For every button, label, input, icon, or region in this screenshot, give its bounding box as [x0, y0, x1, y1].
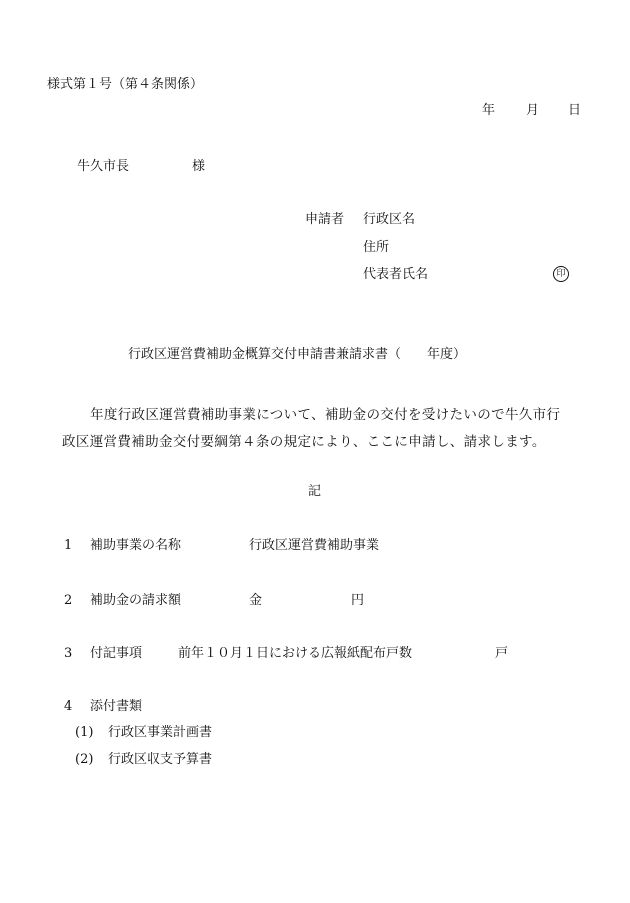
date-day-label: 日 [568, 103, 582, 118]
item-4-number: 4 [64, 699, 73, 714]
address-label: 住所 [363, 240, 390, 255]
date-year-label: 年 [482, 103, 496, 118]
item-2-label: 補助金の請求額 [90, 593, 182, 608]
body-line-1: 年度行政区運営費補助事業について、補助金の交付を受けたいので牛久市行 [90, 407, 561, 423]
item-3-number: 3 [64, 646, 73, 661]
ki-heading: 記 [308, 484, 322, 499]
attachment-1-number: (1) [75, 725, 94, 740]
form-number: 様式第１号（第４条関係） [47, 77, 204, 92]
addressee-name: 牛久市長 [77, 159, 130, 174]
attachment-2-label: 行政区収支予算書 [108, 752, 213, 767]
date-month-label: 月 [526, 103, 540, 118]
item-3-value: 前年１０月１日における広報紙配布戸数 [178, 646, 413, 661]
item-3-suffix: 戸 [495, 646, 509, 661]
district-name-label: 行政区名 [363, 212, 416, 227]
seal-mark: 印 [553, 266, 569, 282]
item-1-value: 行政区運営費補助事業 [249, 538, 380, 553]
item-1-number: 1 [64, 538, 73, 553]
document-title: 行政区運営費補助金概算交付申請書兼請求書（ 年度） [128, 347, 467, 362]
item-3-label: 付記事項 [90, 646, 143, 661]
body-line-2: 政区運営費補助金交付要綱第４条の規定により、ここに申請し、請求します。 [62, 434, 546, 450]
addressee-honorific: 様 [192, 159, 206, 174]
representative-label: 代表者氏名 [363, 267, 429, 282]
item-2-number: 2 [64, 593, 73, 608]
item-4-label: 添付書類 [90, 699, 143, 714]
attachment-1-label: 行政区事業計画書 [108, 725, 213, 740]
attachment-2-number: (2) [75, 752, 94, 767]
applicant-label: 申請者 [305, 212, 345, 227]
item-2-prefix: 金 [249, 593, 263, 608]
item-1-label: 補助事業の名称 [90, 538, 182, 553]
item-2-suffix: 円 [351, 593, 365, 608]
